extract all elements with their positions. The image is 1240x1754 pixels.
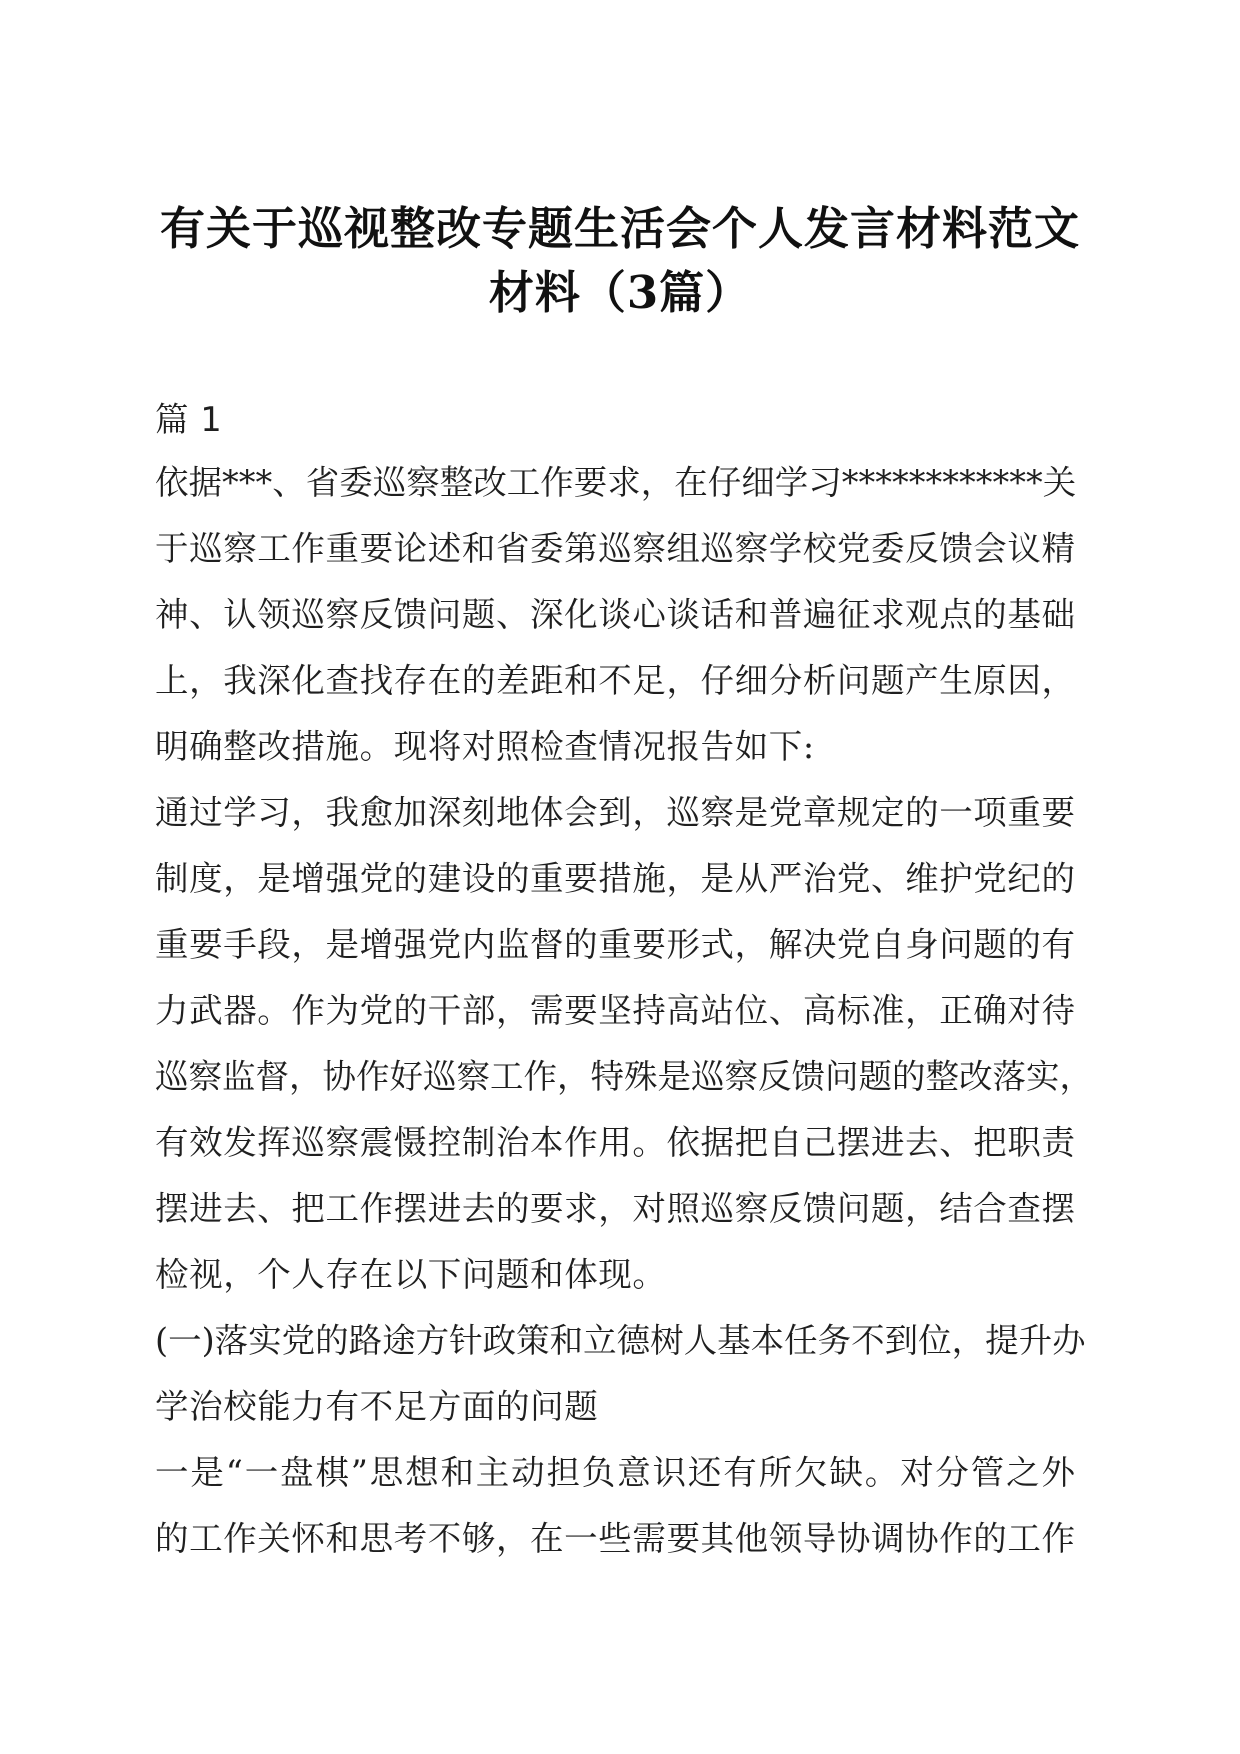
body-line: 依据***、省委巡察整改工作要求，在仔细学习************关: [155, 463, 1077, 502]
subsection-heading-continued: 学治校能力有不足方面的问题: [155, 1387, 599, 1426]
body-line: 制度，是增强党的建设的重要措施，是从严治党、维护党纪的: [155, 859, 1075, 898]
document-title-line-1: 有关于巡视整改专题生活会个人发言材料范文: [159, 202, 1080, 255]
section-label: 篇 1: [155, 400, 223, 439]
body-line: 有效发挥巡察震慑控制治本作用。依据把自己摆进去、把职责: [155, 1123, 1075, 1162]
body-line: 通过学习，我愈加深刻地体会到，巡察是党章规定的一项重要: [155, 793, 1075, 832]
body-line: 力武器。作为党的干部，需要坚持高站位、高标准，正确对待: [155, 991, 1075, 1030]
subsection-heading: (一)落实党的路途方针政策和立德树人基本任务不到位，提升办: [155, 1321, 1086, 1360]
body-line: 明确整改措施。现将对照检查情况报告如下:: [155, 727, 815, 766]
body-line: 于巡察工作重要论述和省委第巡察组巡察学校党委反馈会议精: [155, 529, 1075, 568]
body-line: 上，我深化查找存在的差距和不足，仔细分析问题产生原因，: [155, 661, 1075, 700]
body-line: 摆进去、把工作摆进去的要求，对照巡察反馈问题，结合查摆: [155, 1189, 1075, 1228]
body-line: 巡察监督，协作好巡察工作，特殊是巡察反馈问题的整改落实，: [155, 1057, 1093, 1096]
body-line: 的工作关怀和思考不够，在一些需要其他领导协调协作的工作: [155, 1519, 1075, 1558]
body-line: 一是“一盘棋”思想和主动担负意识还有所欠缺。对分管之外: [155, 1453, 1075, 1492]
document-title-line-2: 材料（3篇）: [488, 266, 752, 319]
body-line: 神、认领巡察反馈问题、深化谈心谈话和普遍征求观点的基础: [155, 595, 1075, 634]
body-line: 检视，个人存在以下问题和体现。: [155, 1255, 667, 1294]
body-line: 重要手段，是增强党内监督的重要形式，解决党自身问题的有: [155, 925, 1075, 964]
